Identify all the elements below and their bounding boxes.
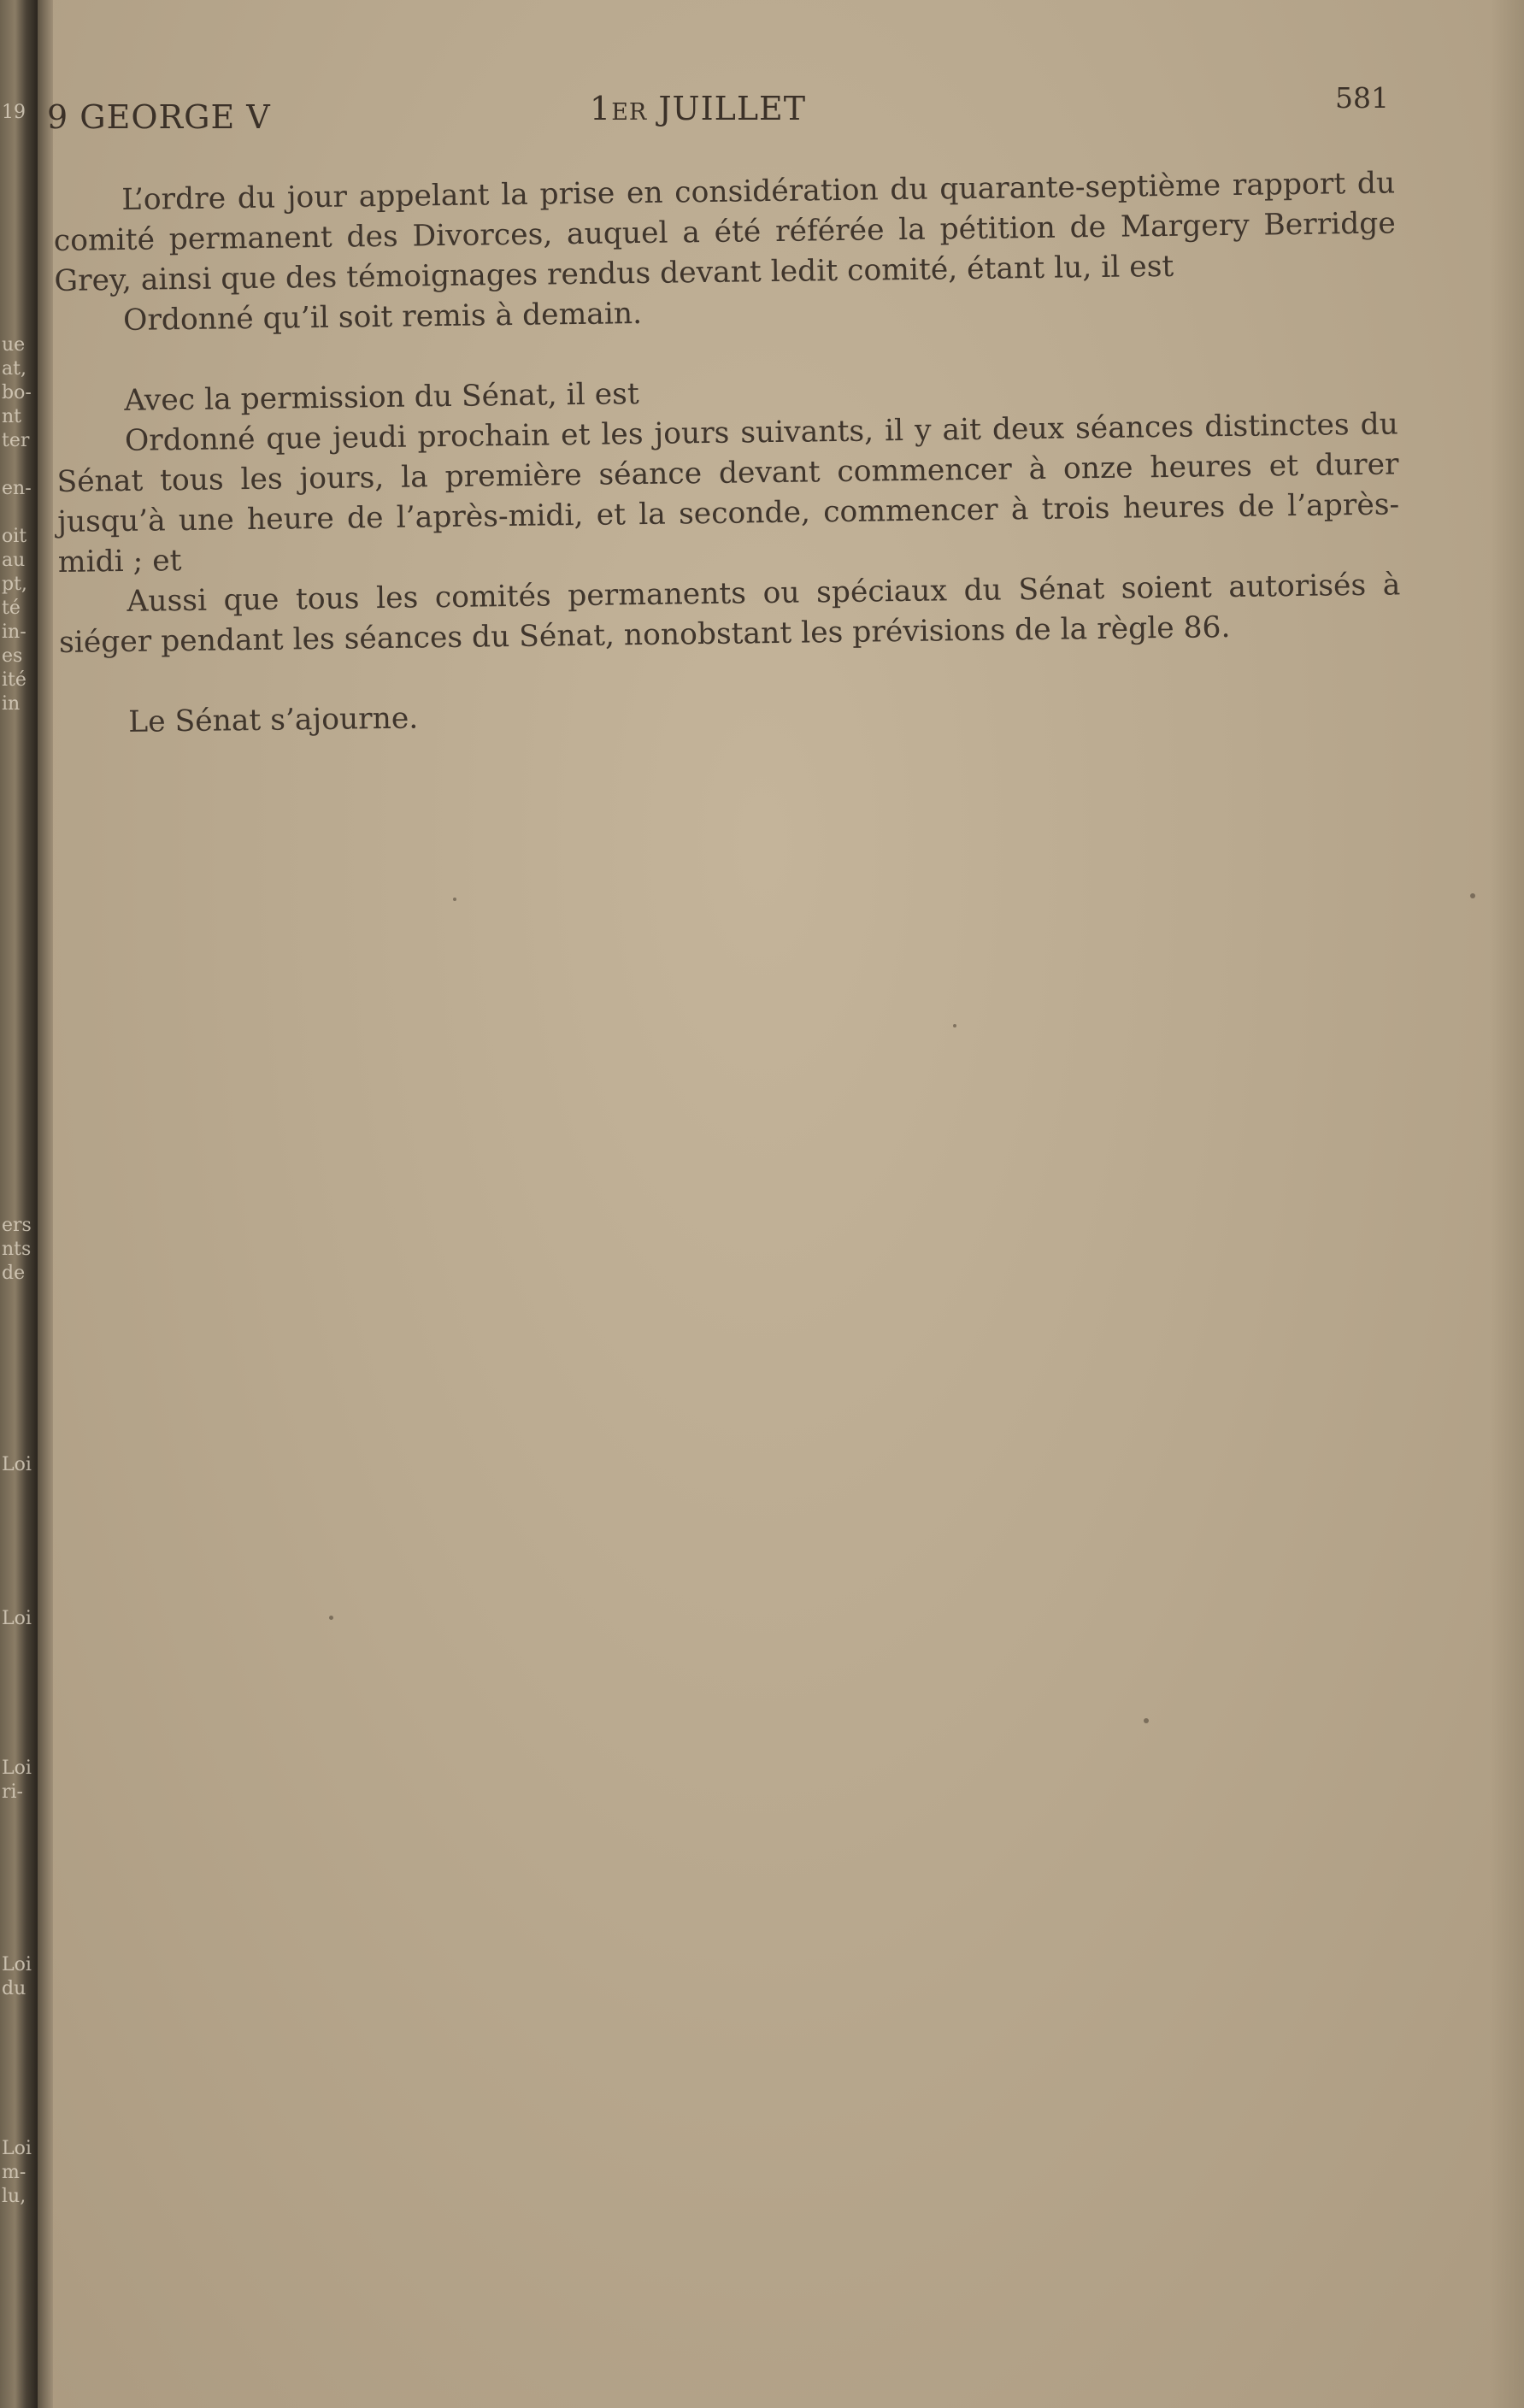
paragraph-with-permission: Avec la permission du Sénat, il est <box>124 377 639 418</box>
facing-page-bleed-top: 19 <box>2 102 26 123</box>
facing-page-bleed-7: Loi m- lu, <box>2 2138 32 2207</box>
paper-speck <box>329 1616 333 1620</box>
paper-speck <box>453 898 456 901</box>
facing-page-bleed-3: Loi <box>2 1454 32 1475</box>
paper-speck <box>1470 893 1475 898</box>
paper-speck <box>1144 1718 1149 1723</box>
facing-page-bleed-5: Loi ri- <box>2 1757 32 1803</box>
running-header <box>47 81 1389 141</box>
facing-page-bleed-6: Loi du <box>2 1954 32 1999</box>
facing-page-bleed-2: ers nts de <box>2 1215 32 1284</box>
page-number: 581 <box>1335 81 1389 115</box>
paragraph-committees-authorized: Aussi que tous les comités permanents ou spéciaux du Sénat soient autorisés à siéger pendant les séances du Sénat, nonobstant les prévisions de la règle 86. <box>58 568 1401 660</box>
page-edge-shadow <box>1490 0 1524 2408</box>
paragraph-divorce-report: L’ordre du jour appelant la prise en considération du quarante-septième rapport du comité permanent des Divorces, auquel a été référée la pétition de Margery Berridge Grey, ainsi que des témoignages rendus devant ledit comité, étant lu, il est <box>53 166 1397 298</box>
header-date-suffix: ER <box>611 99 648 126</box>
paragraph-adjournment: Le Sénat s’ajourne. <box>128 701 419 739</box>
header-date <box>590 90 806 127</box>
paragraph-two-sittings: Ordonné que jeudi prochain et les jours suivants, il y ait deux séances distinctes du Sénat tous les jours, la première séance devant commencer à onze heures et durer jusqu’à une heure de l’après-midi, et la seconde, commencer à trois heures de l’après-midi ; et <box>56 407 1400 580</box>
header-date-day: 1 <box>590 90 612 127</box>
paragraph-ordered-postponed: Ordonné qu’il soit remis à demain. <box>122 296 643 338</box>
page-gutter <box>38 0 53 2408</box>
paper-speck <box>953 1024 956 1027</box>
header-date-month: JUILLET <box>647 90 807 127</box>
facing-page-bleed-4: Loi <box>2 1608 32 1629</box>
facing-page-bleed-1: ue at, bo- nt ter en- oit au pt, té in- es ité in <box>2 334 32 715</box>
journal-body <box>53 163 1402 743</box>
header-regnal-year: 9 GEORGE V <box>47 98 271 136</box>
